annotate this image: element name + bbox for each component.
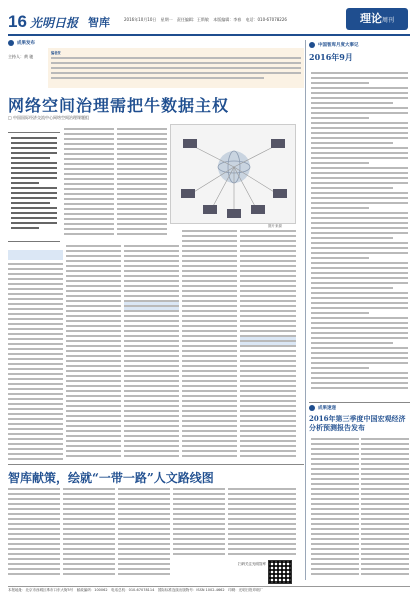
section-label-events: 中国智库月度大事记 xyxy=(309,42,410,48)
article-body-col2 xyxy=(117,128,167,240)
header-info xyxy=(124,17,287,23)
section-name: 智库 xyxy=(88,16,110,29)
article2-body-col5 xyxy=(228,488,296,558)
sidebar-events xyxy=(309,42,410,66)
network-illustration xyxy=(171,125,296,224)
section-label-results: 成果发布 xyxy=(8,40,304,46)
article2-body-col4 xyxy=(173,488,225,558)
intro-label: 编者按 xyxy=(51,51,61,55)
article2-body-col1 xyxy=(8,488,60,580)
network-photo xyxy=(170,124,296,224)
column-title: 理论 xyxy=(359,12,382,25)
pull-quote xyxy=(8,132,60,242)
header-rule xyxy=(8,34,410,36)
article-body-col5 xyxy=(124,245,179,463)
article2-body-col3 xyxy=(118,488,170,580)
intro-text-lines xyxy=(51,57,301,87)
page-header xyxy=(0,0,418,40)
article-body-col6 xyxy=(182,230,237,463)
column-separator xyxy=(305,40,306,580)
header-phone: 电话：010-67078226 xyxy=(245,17,287,22)
column-badge xyxy=(346,8,408,30)
sidebar-divider xyxy=(309,402,410,403)
column-sub: 周刊 xyxy=(381,17,394,24)
results-title: 2016年第三季度中国宏观经济分析预测报告发布 xyxy=(309,414,406,432)
header-editor: 责任编辑：王斯敏 xyxy=(176,17,209,22)
events-date: 2016年9月 xyxy=(309,52,353,62)
article-headline: 网络空间治理需把牛数据主权 xyxy=(8,96,230,115)
editor-intro-box xyxy=(48,48,304,88)
article-byline: □ 中国国际经济交流中心网络空间治理课题组 xyxy=(8,115,90,120)
results-body-col1 xyxy=(311,438,359,580)
header-weekday: 星期一 xyxy=(160,17,173,22)
page-number: 16 xyxy=(8,12,27,31)
section-label-quick-results: 成果速递 xyxy=(309,405,410,411)
header-date: 2016年10月10日 xyxy=(124,17,157,22)
subheading-box-1 xyxy=(8,250,63,260)
host-label: 主持人：黄 驰 xyxy=(8,54,34,59)
page-footer: 本报地址：北京市西城区珠市口东大街5号 邮政编码：100062 电话总机：010-67078114 国际标准连续出版物号：ISSN 1002-4662 印刷：光明日报印刷厂 xyxy=(8,586,410,593)
results-body-col2 xyxy=(361,438,409,580)
events-list-lines xyxy=(311,72,408,392)
masthead-logo: 光明日报 xyxy=(30,16,79,30)
photo-caption: 图片来源 xyxy=(268,224,282,228)
article-body-col4 xyxy=(66,245,121,463)
article-body-col7 xyxy=(240,230,296,463)
article-body-col1 xyxy=(64,128,114,240)
article-divider xyxy=(8,464,304,465)
pull-quote-lines xyxy=(11,137,57,241)
article2-body-col2 xyxy=(63,488,115,580)
article-body-col3 xyxy=(8,263,63,463)
bullet-icon xyxy=(309,405,315,411)
article2-headline: 智库献策，绘就“一带一路”人文路线图 xyxy=(8,471,214,485)
bullet-icon xyxy=(8,40,14,46)
header-layout-editor: 本版编辑：李春 xyxy=(213,17,242,22)
qr-code[interactable] xyxy=(268,560,292,584)
qr-caption: 扫码关注光明智库 xyxy=(238,562,266,566)
bullet-icon xyxy=(309,42,315,48)
sidebar-results xyxy=(309,405,410,435)
